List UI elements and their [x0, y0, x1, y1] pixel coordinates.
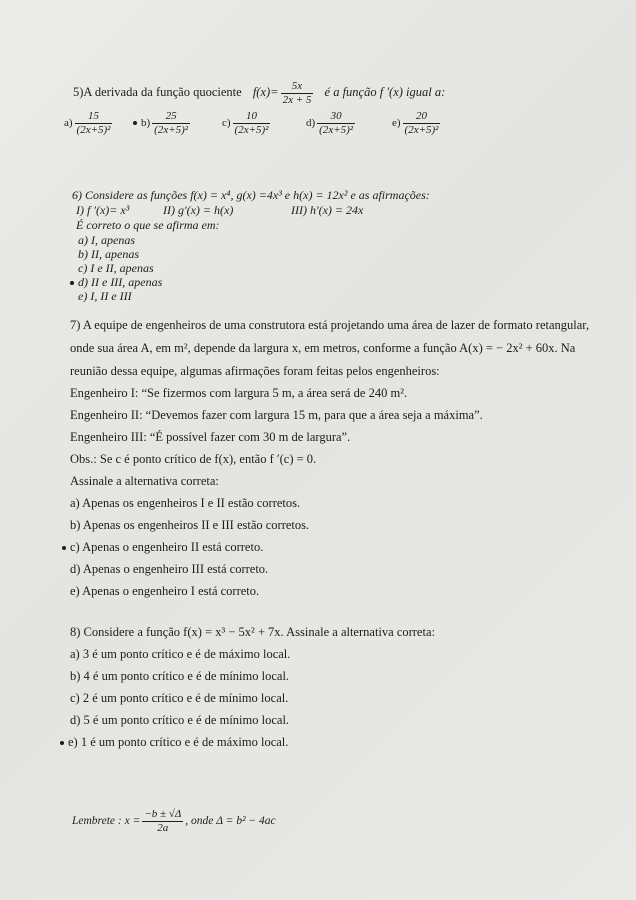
answer-mark-icon [70, 281, 74, 285]
q6-affirmation-2: II) g′(x) = h(x) [163, 203, 234, 217]
q7-option-d[interactable]: d) Apenas o engenheiro III está correto. [70, 562, 269, 576]
q6-option-b[interactable]: b) II, apenas [78, 247, 139, 261]
q5-statement: 5)A derivada da função quociente f(x)= $\frac{5x}{2x + 5}$ é a função f ′(x) igual a: [73, 80, 446, 106]
q7-engineer-2: Engenheiro II: “Devemos fazer com largura 15 m, para que a área seja a máxima”. [70, 408, 483, 422]
q8-option-c[interactable]: c) 2 é um ponto crítico e é de mínimo local. [70, 691, 289, 705]
q6-question: É correto o que se afirma em: [76, 218, 220, 232]
answer-mark-icon [62, 546, 66, 550]
q5-option-b[interactable]: b) $\frac{25}{\text{(2x+5)²}}$ [133, 110, 192, 136]
answer-mark-icon [133, 121, 137, 125]
q7-engineer-1: Engenheiro I: “Se fizermos com largura 5 m, a área será de 240 m². [70, 386, 408, 400]
q7-engineer-3: Engenheiro III: “É possível fazer com 30 m de largura”. [70, 430, 351, 444]
q5-option-d[interactable]: d) $\frac{30}{\text{(2x+5)²}}$ [306, 110, 354, 136]
q6-option-c[interactable]: c) I e II, apenas [78, 261, 154, 275]
q7-line-3: reunião dessa equipe, algumas afirmações foram feitas pelos engenheiros: [70, 364, 440, 378]
q8-option-b[interactable]: b) 4 é um ponto crítico e é de mínimo local. [70, 669, 290, 683]
q5-option-a[interactable]: a) $\frac{15}{\text{(2x+5)²}}$ [64, 110, 111, 136]
q7-option-a[interactable]: a) Apenas os engenheiros I e II estão corretos. [70, 496, 301, 510]
q6-option-d[interactable]: d) II e III, apenas [70, 275, 162, 290]
q5-option-e[interactable]: e) $\frac{20}{\text{(2x+5)²}}$ [392, 110, 439, 136]
q7-observation: Obs.: Se c é ponto crítico de f(x), então f ′(c) = 0. [70, 452, 317, 466]
q6-statement: 6) Considere as funções f(x) = x⁴, g(x) =4x³ e h(x) = 12x² e as afirmações: [72, 188, 430, 202]
q7-option-c[interactable]: c) Apenas o engenheiro II está correto. [62, 540, 263, 555]
q5-function-fraction: $\frac{5x}{2x + 5}$ [282, 80, 312, 106]
q7-option-b[interactable]: b) Apenas os engenheiros II e III estão corretos. [70, 518, 310, 532]
q7-option-e[interactable]: e) Apenas o engenheiro I está correto. [70, 584, 260, 598]
answer-mark-icon [60, 741, 64, 745]
q5-option-c[interactable]: c) $\frac{10}{\text{(2x+5)²}}$ [222, 110, 269, 136]
q8-option-e[interactable]: e) 1 é um ponto crítico e é de máximo local. [60, 735, 288, 750]
q8-option-a[interactable]: a) 3 é um ponto crítico e é de máximo local. [70, 647, 291, 661]
q7-line-2: onde sua área A, em m², depende da largura x, em metros, conforme a função A(x) = − 2x² + 60x. Na [70, 341, 576, 355]
quadratic-formula-reminder: Lembrete : x = $\frac{-b \pm √\Delta}{2a}$ , onde Δ = b² − 4ac [72, 808, 276, 834]
q8-statement: 8) Considere a função f(x) = x³ − 5x² + 7x. Assinale a alternativa correta: [70, 625, 435, 639]
q6-option-e[interactable]: e) I, II e III [78, 289, 132, 303]
q6-affirmation-3: III) h′(x) = 24x [291, 203, 364, 217]
q6-affirmation-1: I) f ′(x)= x³ [76, 203, 130, 217]
q8-option-d[interactable]: d) 5 é um ponto crítico e é de mínimo local. [70, 713, 290, 727]
q7-line-1: 7) A equipe de engenheiros de uma construtora está projetando uma área de lazer de formato retangular, [70, 318, 590, 332]
q7-instruction: Assinale a alternativa correta: [70, 474, 219, 488]
q6-option-a[interactable]: a) I, apenas [78, 233, 135, 247]
